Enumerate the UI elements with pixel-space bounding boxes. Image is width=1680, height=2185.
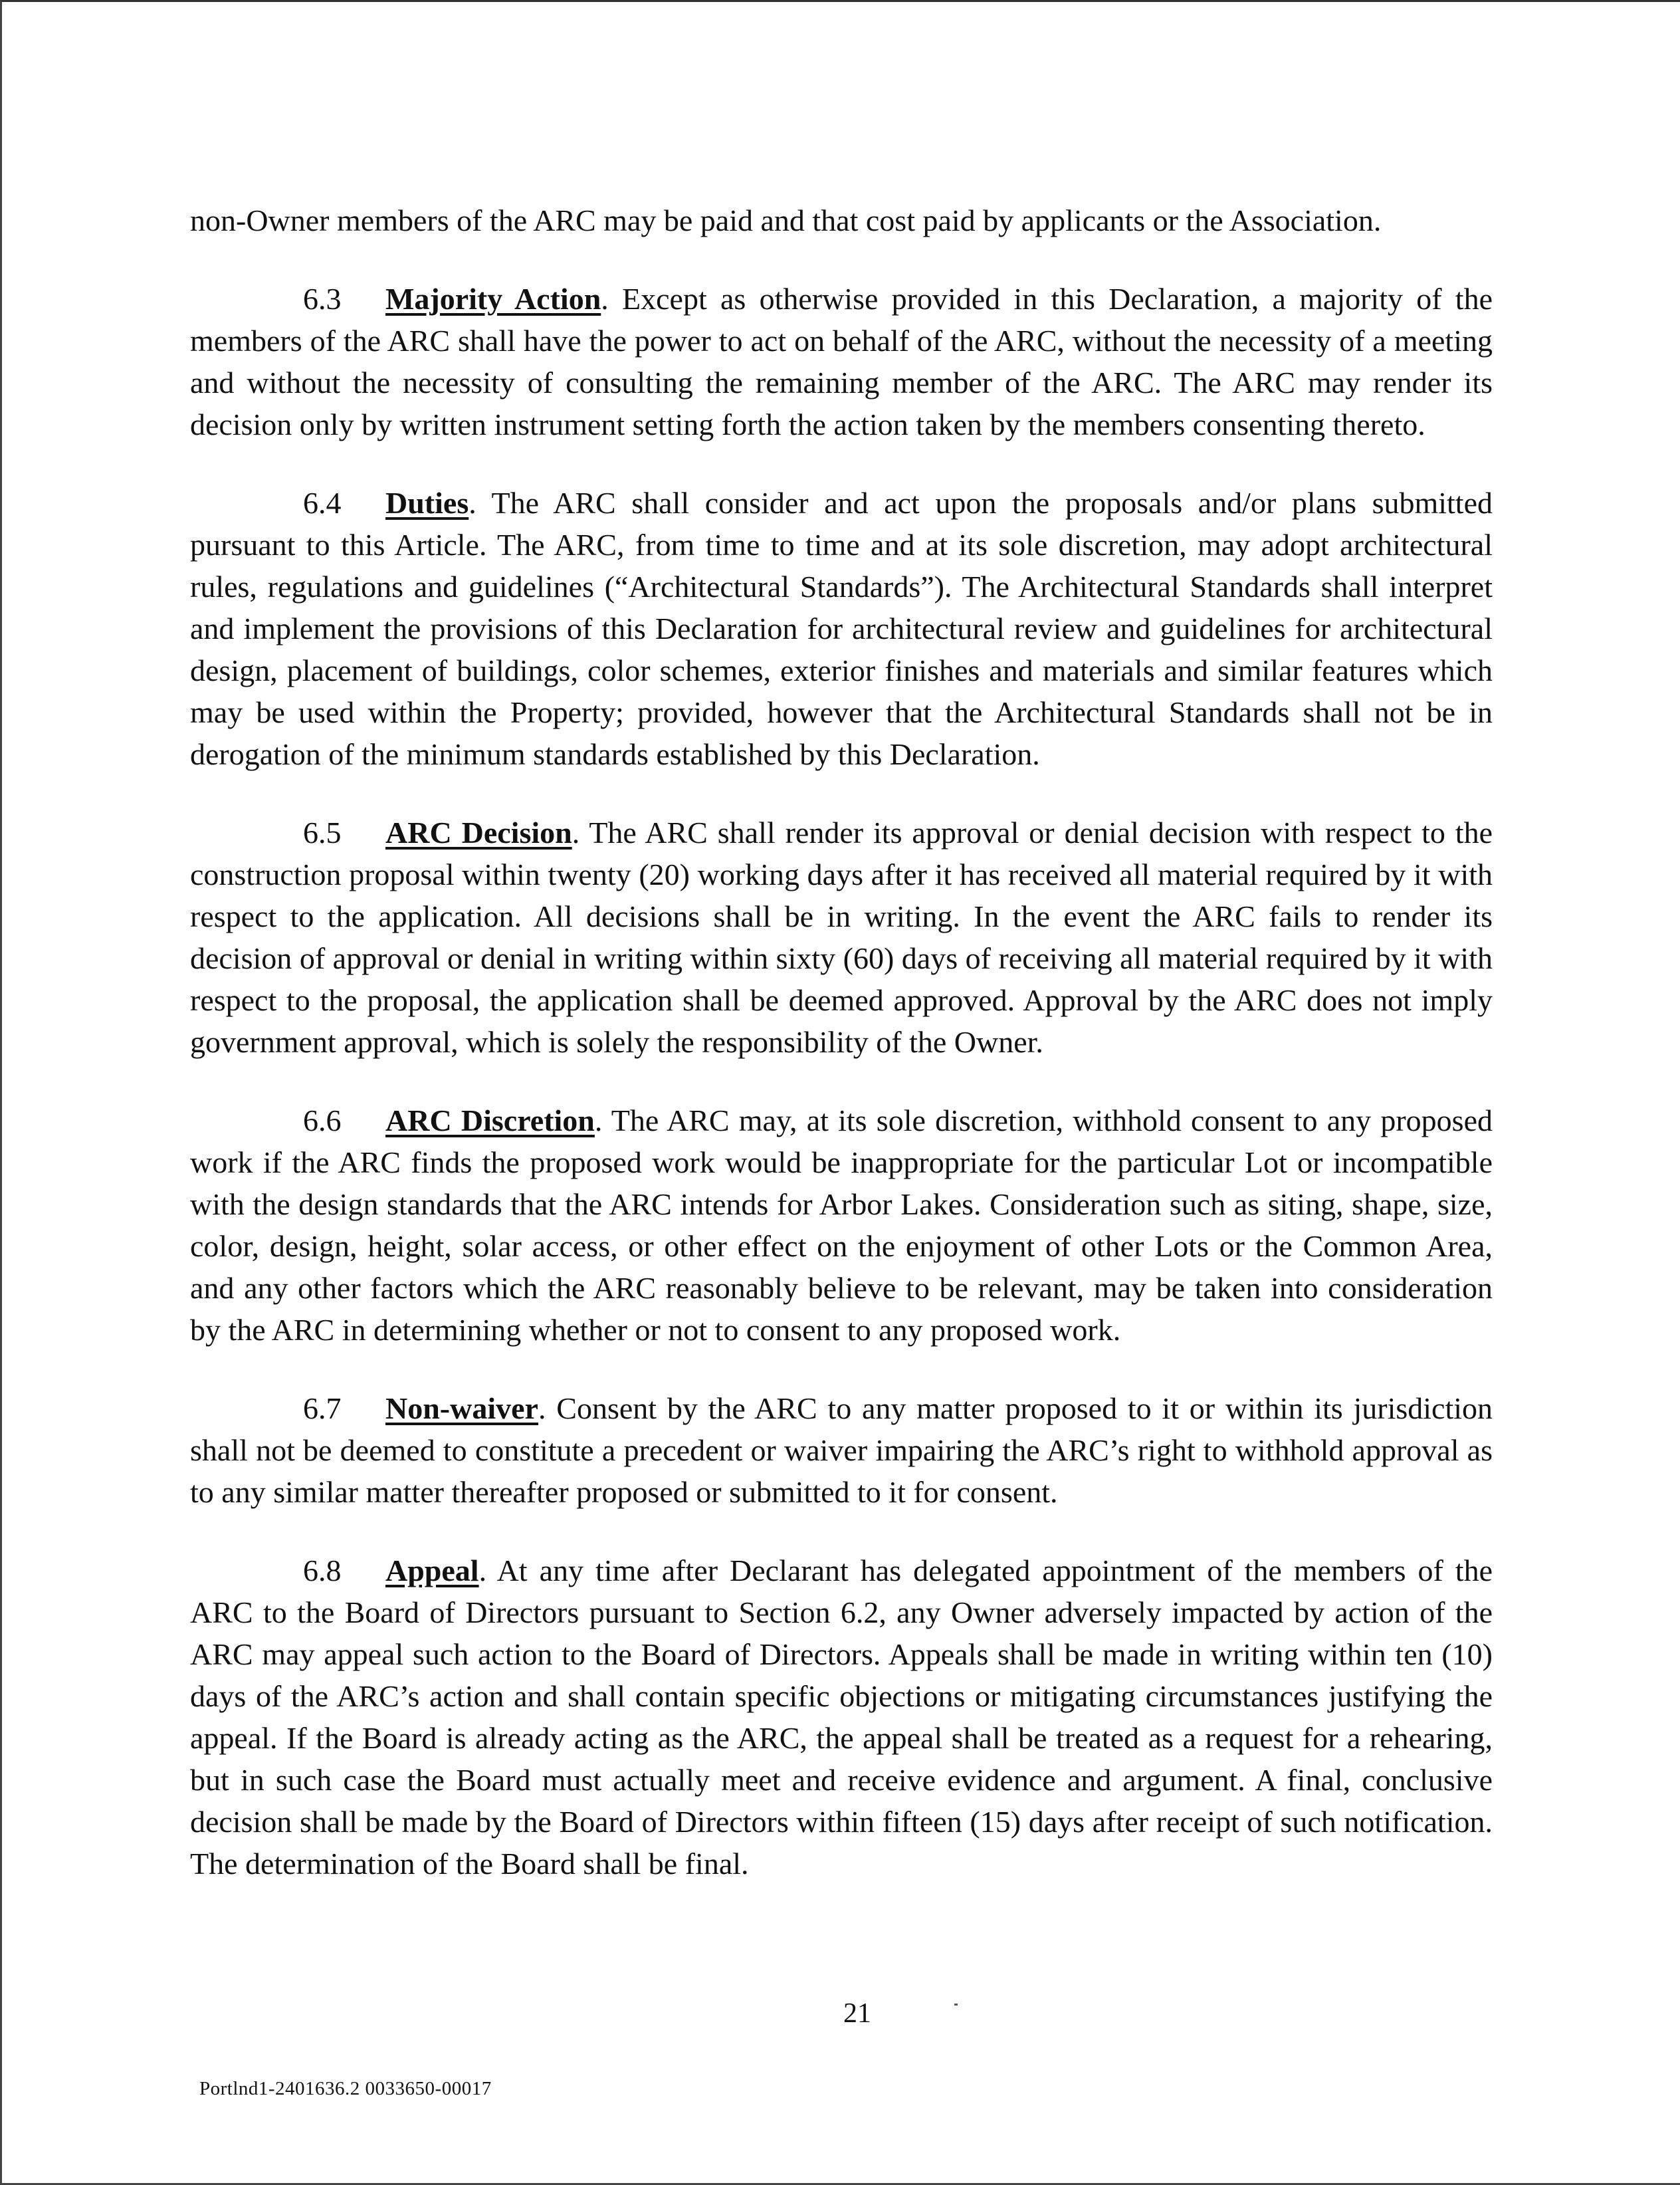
section-6-7: 6.7 Non-waiver. Consent by the ARC to any matter proposed to it or within its jurisdiction shall not be deemed to constitute a precedent or waiver impairing the ARC’s right to withhold approval as to any similar matter thereafter proposed or submitted to it for consent. [190,1387,1493,1513]
section-text: At any time after Declarant has delegated appointment of the members of the ARC to the Board of Directors pursuant to Section 6.2, any Owner adversely impacted by action of the ARC may appeal such action to the Board of Directors. Appeals shall be made in writing within ten (10) days of the ARC’s action and shall contain specific objections or mitigating circumstances justifying the appeal. If the Board is already acting as the ARC, the appeal shall be treated as a request for a rehearing, but in such case the Board must actually meet and receive evidence and argument. A final, conclusive decision shall be made by the Board of Directors within fifteen (15) days after receipt of such notification. The determination of the Board shall be final. [190,1553,1493,1881]
section-text: Except as otherwise provided in this Declaration, a majority of the members of the ARC shall have the power to act on behalf of the ARC, without the necessity of a meeting and without the necessity of consulting the remaining member of the ARC. The ARC may render its decision only by written instrument setting forth the action taken by the members consenting thereto. [190,282,1493,441]
scan-speck [954,2004,958,2006]
section-text: The ARC shall render its approval or denial decision with respect to the construction proposal within twenty (20) working days after it has received all material required by it with respect to the application. All decisions shall be in writing. In the event the ARC fails to render its decision of approval or denial in writing within sixty (60) days of receiving all material required by it with respect to the proposal, the application shall be deemed approved. Approval by the ARC does not imply government approval, which is solely the responsibility of the Owner. [190,816,1493,1059]
section-text: The ARC shall consider and act upon the proposals and/or plans submitted pursuant to this Article. The ARC, from time to time and at its sole discretion, may adopt architectural rules, regulations and guidelines (“Architectural Standards”). The Architectural Standards shall interpret and implement the provisions of this Declaration for architectural review and guidelines for architectural design, placement of buildings, color schemes, exterior finishes and materials and similar features which may be used within the Property; provided, however that the Architectural Standards shall not be in derogation of the minimum standards established by this Declaration. [190,486,1493,771]
section-text: Consent by the ARC to any matter proposed to it or within its jurisdiction shall not be deemed to constitute a precedent or waiver impairing the ARC’s right to withhold approval as to any similar matter thereafter proposed or submitted to it for consent. [190,1391,1493,1509]
section-6-3: 6.3 Majority Action. Except as otherwise provided in this Declaration, a majority of the members of the ARC shall have the power to act on behalf of the ARC, without the necessity of a meeting and without the necessity of consulting the remaining member of the ARC. The ARC may render its decision only by written instrument setting forth the action taken by the members consenting thereto. [190,278,1493,445]
section-number: 6.7 [303,1391,342,1425]
section-number: 6.4 [303,486,342,520]
section-6-6: 6.6 ARC Discretion. The ARC may, at its sole discretion, withhold consent to any proposed work if the ARC finds the proposed work would be inappropriate for the particular Lot or incompatible with the design standards that the ARC intends for Arbor Lakes. Consideration such as siting, shape, size, color, design, height, solar access, or other effect on the enjoyment of other Lots or the Common Area, and any other factors which the ARC reasonably believe to be relevant, may be taken into consideration by the ARC in determining whether or not to consent to any proposed work. [190,1099,1493,1351]
document-id: Portlnd1-2401636.2 0033650-00017 [199,2078,492,2099]
section-6-4: 6.4 Duties. The ARC shall consider and act upon the proposals and/or plans submitted pursuant to this Article. The ARC, from time to time and at its sole discretion, may adopt architectural rules, regulations and guidelines (“Architectural Standards”). The Architectural Standards shall interpret and implement the provisions of this Declaration for architectural review and guidelines for architectural design, placement of buildings, color schemes, exterior finishes and materials and similar features which may be used within the Property; provided, however that the Architectural Standards shall not be in derogation of the minimum standards established by this Declaration. [190,482,1493,775]
section-number: 6.5 [303,816,342,850]
intro-paragraph: non-Owner members of the ARC may be paid and that cost paid by applicants or the Association. [190,203,1382,237]
section-6-5: 6.5 ARC Decision. The ARC shall render its approval or denial decision with respect to the construction proposal within twenty (20) working days after it has received all material required by it with respect to the application. All decisions shall be in writing. In the event the ARC fails to render its decision of approval or denial in writing within sixty (60) days of receiving all material required by it with respect to the proposal, the application shall be deemed approved. Approval by the ARC does not imply government approval, which is solely the responsibility of the Owner. [190,812,1493,1063]
section-number: 6.3 [303,282,342,316]
section-number: 6.6 [303,1103,342,1137]
section-6-8: 6.8 Appeal. At any time after Declarant has delegated appointment of the members of the ARC to the Board of Directors pursuant to Section 6.2, any Owner adversely impacted by action of the ARC may appeal such action to the Board of Directors. Appeals shall be made in writing within ten (10) days of the ARC’s action and shall contain specific objections or mitigating circumstances justifying the appeal. If the Board is already acting as the ARC, the appeal shall be treated as a request for a rehearing, but in such case the Board must actually meet and receive evidence and argument. A final, conclusive decision shall be made by the Board of Directors within fifteen (15) days after receipt of such notification. The determination of the Board shall be final. [190,1550,1493,1885]
section-title: Majority Action [385,282,601,316]
section-title: Appeal [385,1553,479,1587]
page-number: 21 [843,1998,871,2029]
section-title: ARC Discretion [385,1103,595,1137]
section-text: The ARC may, at its sole discretion, withhold consent to any proposed work if the ARC finds the proposed work would be inappropriate for the particular Lot or incompatible with the design standards that the ARC intends for Arbor Lakes. Consideration such as siting, shape, size, color, design, height, solar access, or other effect on the enjoyment of other Lots or the Common Area, and any other factors which the ARC reasonably believe to be relevant, may be taken into consideration by the ARC in determining whether or not to consent to any proposed work. [190,1103,1493,1347]
document-body [190,199,1493,1921]
section-title: Non-waiver [385,1391,538,1425]
section-title: ARC Decision [385,816,572,850]
section-number: 6.8 [303,1553,342,1587]
section-title: Duties [385,486,469,520]
